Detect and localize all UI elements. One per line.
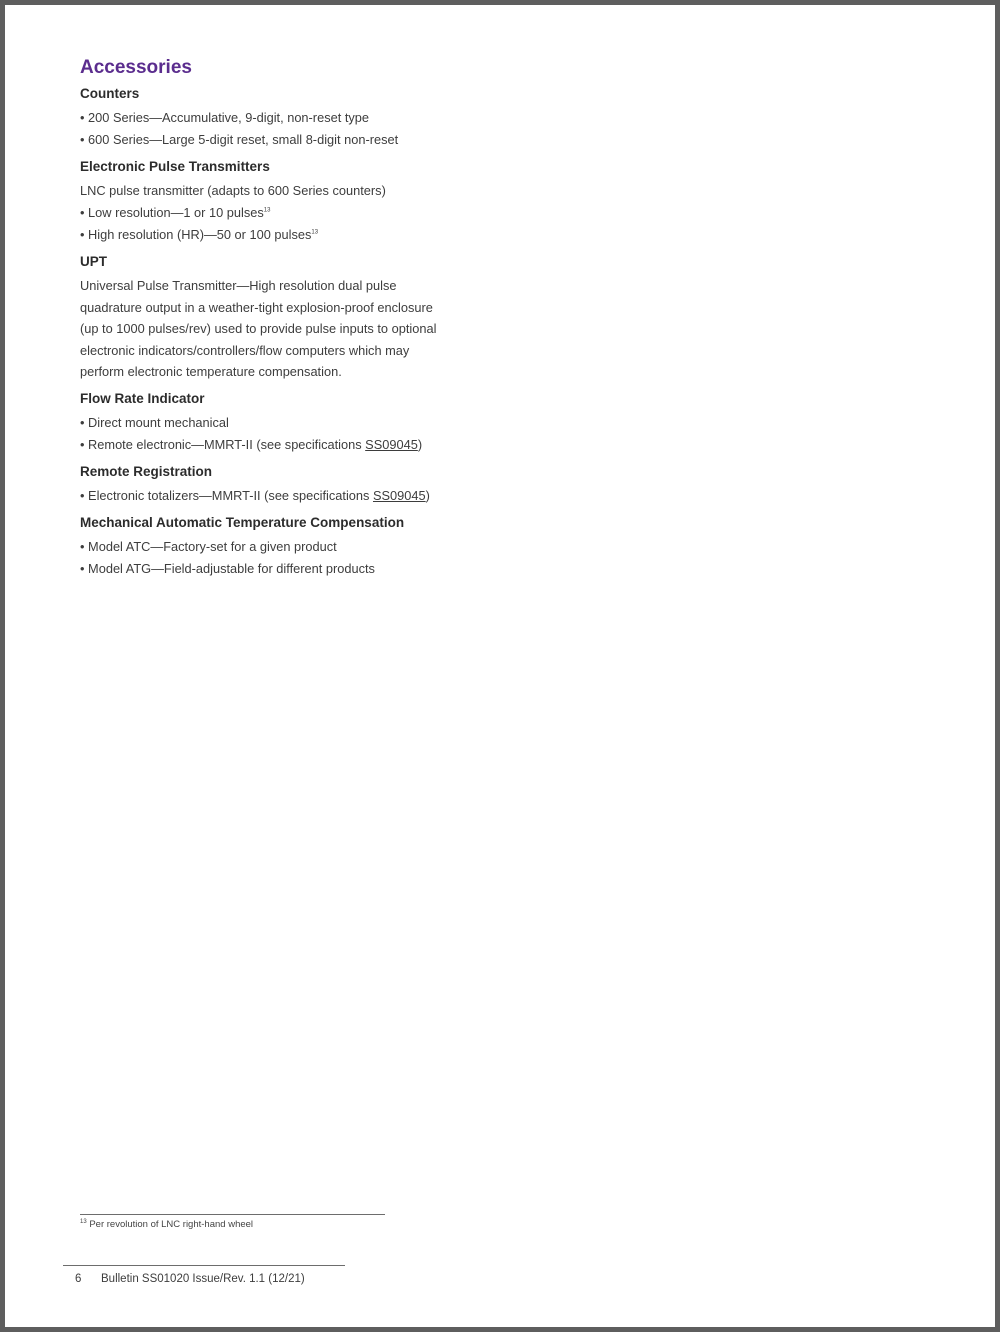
section-heading-upt: UPT <box>80 254 107 269</box>
pulse-transmitter-intro: LNC pulse transmitter (adapts to 600 Series counters) <box>80 183 386 198</box>
page-footer <box>75 1272 305 1287</box>
footnote-text: Per revolution of LNC right-hand wheel <box>86 1219 254 1230</box>
footnote-number: 13 <box>80 1218 87 1225</box>
temp-compensation-section <box>80 514 510 580</box>
list-item <box>80 202 510 224</box>
footer-divider <box>63 1265 345 1266</box>
list-item-text: Electronic totalizers—MMRT-II (see specifications <box>88 487 373 503</box>
list-item: • 200 Series—Accumulative, 9-digit, non-reset type <box>80 107 510 129</box>
accessories-content <box>80 57 510 587</box>
footnote-divider <box>80 1214 385 1215</box>
list-item <box>80 485 510 507</box>
counters-section <box>80 85 510 151</box>
footnote-ref: 13 <box>311 229 319 236</box>
pulse-transmitters-section <box>80 158 510 246</box>
list-item-text: Remote electronic—MMRT-II (see specifications <box>88 436 366 452</box>
list-item-text-end: ) <box>417 436 423 452</box>
section-heading-remote-registration: Remote Registration <box>80 463 213 479</box>
bulletin-reference: Bulletin SS01020 Issue/Rev. 1.1 (12/21) <box>101 1273 305 1285</box>
page-title: Accessories <box>80 57 192 78</box>
list-item: • Model ATC—Factory-set for a given product <box>80 536 510 558</box>
list-item <box>80 224 510 246</box>
list-item-text: Low resolution—1 or 10 pulses <box>88 205 264 220</box>
remote-registration-section <box>80 463 510 507</box>
document-page <box>5 5 995 1327</box>
section-heading-pulse-transmitters: Electronic Pulse Transmitters <box>80 159 270 174</box>
upt-section <box>80 253 510 383</box>
flow-rate-section <box>80 390 510 456</box>
list-item: • Model ATG—Field-adjustable for different products <box>80 558 510 580</box>
list-item: • 600 Series—Large 5-digit reset, small 8-digit non-reset <box>80 129 510 151</box>
section-heading-counters: Counters <box>80 86 140 101</box>
section-heading-flow-rate: Flow Rate Indicator <box>80 390 205 406</box>
spec-link-ss09045[interactable]: SS09045 <box>365 436 418 452</box>
upt-description: Universal Pulse Transmitter—High resolution dual pulse quadrature output in a weather-tight explosion-proof enclosure (up to 1000 pulses/rev) used to provide pulse inputs to optional electronic indicators/controllers/flow computers which may perform electronic temperature compensation. <box>80 278 437 380</box>
list-item-text-end: ) <box>425 487 430 503</box>
footnote-ref: 13 <box>263 207 271 214</box>
list-item <box>80 434 510 456</box>
list-item-text: High resolution (HR)—50 or 100 pulses <box>88 227 312 242</box>
list-item: • Direct mount mechanical <box>80 412 510 434</box>
spec-link-ss09045[interactable]: SS09045 <box>372 487 426 503</box>
section-heading-temp-compensation: Mechanical Automatic Temperature Compensation <box>80 514 405 530</box>
footnote <box>80 1218 253 1231</box>
page-number: 6 <box>75 1273 82 1285</box>
